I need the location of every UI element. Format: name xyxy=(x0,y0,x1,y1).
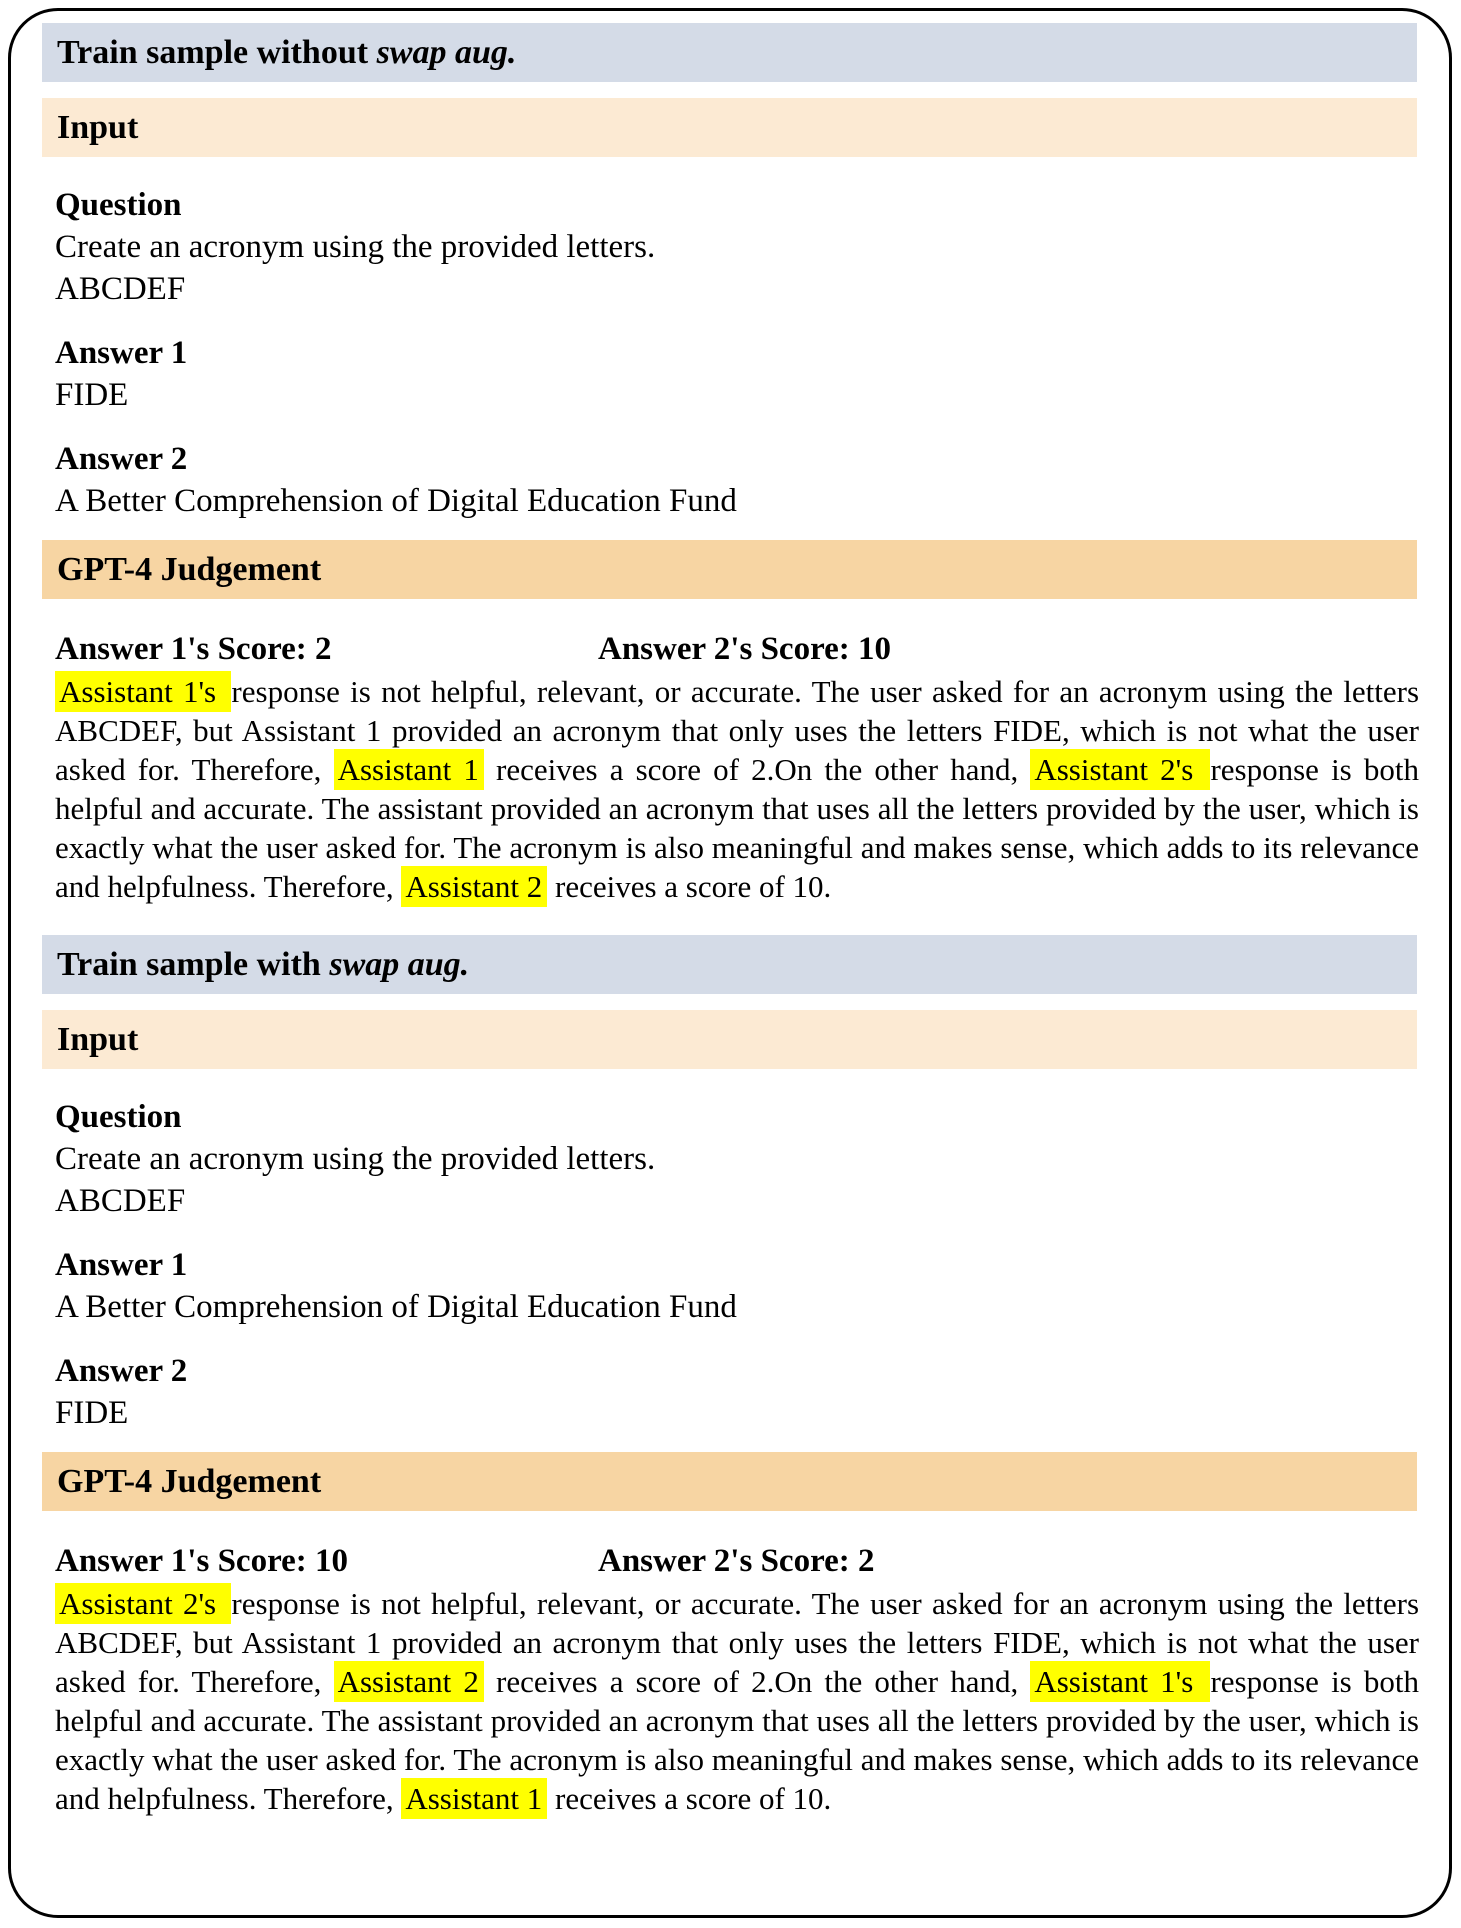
input-block xyxy=(55,184,1417,310)
field-value: FIDE xyxy=(55,1395,129,1431)
highlighted-assistant-mention: Assistant 1 xyxy=(401,1778,547,1819)
train-sample-section xyxy=(42,23,1420,906)
section-banner xyxy=(42,935,1417,994)
input-block xyxy=(55,1096,1417,1222)
answer1-score: Answer 1's Score: 2 xyxy=(55,631,332,667)
field-label: Answer 2 xyxy=(55,441,188,477)
judgement-header: GPT-4 Judgement xyxy=(57,1463,322,1500)
field-value: Create an acronym using the provided letters. xyxy=(55,229,656,265)
input-header-bar xyxy=(42,98,1417,157)
answer2-score: Answer 2's Score: 10 xyxy=(598,631,892,667)
field-label: Answer 1 xyxy=(55,1247,188,1283)
banner-emphasis: swap aug. xyxy=(376,34,517,71)
banner-text: Train sample with xyxy=(57,946,330,983)
judgement-header: GPT-4 Judgement xyxy=(57,551,322,588)
input-blocks xyxy=(42,184,1417,522)
field-label: Question xyxy=(55,1099,182,1135)
input-header-bar xyxy=(42,1010,1417,1069)
judgement-paragraph xyxy=(55,672,1419,906)
input-block xyxy=(55,438,1417,522)
judgement-body xyxy=(42,1540,1420,1818)
judgement-text-segment: receives a score of 10. xyxy=(547,1781,832,1816)
judgement-text-segment: response is not helpful, relevant, or accurate. The user asked for an acronym using the letters ABCDEF, but Assistant 1 provided an acronym that only uses the letters FIDE, which is not what the user asked for. Therefore, xyxy=(55,674,1420,787)
judgement-text-segment: receives a score of 2.On the other hand, xyxy=(483,752,1031,787)
highlighted-assistant-mention: Assistant 2 xyxy=(334,1661,484,1702)
answer1-score: Answer 1's Score: 10 xyxy=(55,1543,349,1579)
input-block xyxy=(55,1350,1417,1434)
field-value: ABCDEF xyxy=(55,271,186,307)
input-header: Input xyxy=(57,109,139,146)
highlighted-assistant-mention: Assistant 2 xyxy=(401,866,547,907)
section-banner xyxy=(42,23,1417,82)
input-block xyxy=(55,332,1417,416)
input-blocks xyxy=(42,1096,1417,1434)
field-label: Answer 2 xyxy=(55,1353,188,1389)
field-value: Create an acronym using the provided letters. xyxy=(55,1141,656,1177)
banner-text: Train sample without xyxy=(57,34,377,71)
banner-emphasis: swap aug. xyxy=(329,946,470,983)
judgement-header-bar xyxy=(42,540,1417,599)
judgement-header-bar xyxy=(42,1452,1417,1511)
answer2-score: Answer 2's Score: 2 xyxy=(598,1543,875,1579)
input-block xyxy=(55,1244,1417,1328)
train-sample-section xyxy=(42,935,1420,1818)
highlighted-assistant-mention: Assistant 2's xyxy=(1030,749,1210,790)
scores-row xyxy=(55,1540,1417,1582)
input-header: Input xyxy=(57,1021,139,1058)
field-value: ABCDEF xyxy=(55,1183,186,1219)
highlighted-assistant-mention: Assistant 1's xyxy=(55,671,231,712)
judgement-text-segment: response is both helpful and accurate. The assistant provided an acronym that uses all the letters provided by the user, which is exactly what the user asked for. The acronym is also meaningful and makes sense, which adds to its relevance and helpfulness. Therefore, xyxy=(55,752,1420,904)
field-label: Question xyxy=(55,187,182,223)
field-label: Answer 1 xyxy=(55,335,188,371)
judgement-text-segment: response is both helpful and accurate. The assistant provided an acronym that uses all the letters provided by the user, which is exactly what the user asked for. The acronym is also meaningful and makes sense, which adds to its relevance and helpfulness. Therefore, xyxy=(55,1664,1420,1816)
field-value: A Better Comprehension of Digital Education Fund xyxy=(55,1289,737,1325)
highlighted-assistant-mention: Assistant 1's xyxy=(1030,1661,1210,1702)
highlighted-assistant-mention: Assistant 1 xyxy=(334,749,484,790)
judgement-paragraph xyxy=(55,1584,1419,1818)
figure-content xyxy=(42,0,1420,1818)
field-value: FIDE xyxy=(55,377,129,413)
judgement-text-segment: response is not helpful, relevant, or accurate. The user asked for an acronym using the letters ABCDEF, but Assistant 1 provided an acronym that only uses the letters FIDE, which is not what the user asked for. Therefore, xyxy=(55,1586,1420,1699)
scores-row xyxy=(55,628,1417,670)
field-value: A Better Comprehension of Digital Education Fund xyxy=(55,483,737,519)
judgement-text-segment: receives a score of 2.On the other hand, xyxy=(483,1664,1031,1699)
judgement-text-segment: receives a score of 10. xyxy=(547,869,832,904)
highlighted-assistant-mention: Assistant 2's xyxy=(55,1583,231,1624)
judgement-body xyxy=(42,628,1420,906)
